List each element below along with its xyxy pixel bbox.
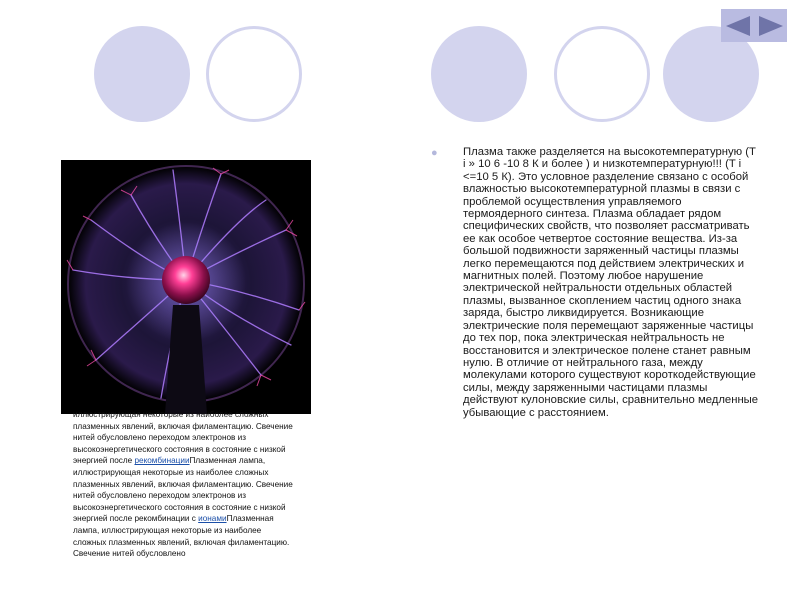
left-arrow-icon[interactable]: [724, 14, 752, 38]
right-arrow-icon[interactable]: [757, 14, 785, 38]
caption-text-1: иллюстрирующая некоторые из наиболее сложных плазменных явлений, включая филаментацию. Свечение нитей обусловлено переходом электронов из высокоэнергетического состояния в состояние с низкой энергией после: [73, 410, 293, 466]
recombination-link[interactable]: рекомбинации: [134, 456, 190, 466]
bullet-icon: ●: [431, 147, 438, 159]
image-caption: [73, 409, 295, 600]
plasma-lamp-photo: [61, 160, 311, 414]
caption-text-2: Плазменная лампа, иллюстрирующая некоторые из наиболее сложных плазменных явлений, включая филаментацию. Свечение нитей обусловлено переходом электронов из высокоэнергетического состояния в состояние с низкой энергией после рекомбинации с: [73, 456, 293, 524]
decorative-circle-1: [94, 26, 190, 122]
decorative-circle-2: [206, 26, 302, 122]
ions-link[interactable]: ионами: [198, 514, 227, 524]
main-paragraph: Плазма также разделяется на высокотемпературную (T i » 10 6 -10 8 К и более ) и низкотемпературную!!! (T i <=10 5 К). Это условное разделение связано с особой влажностью высокотемпературной плазмы в связи с проблемой осуществления управляемого термоядерного синтеза. Плазма обладает рядом специфических свойств, что позволяет рассматривать ее как особое четвертое состояние вещества. Из-за большой подвижности заряженный частицы плазмы легко перемещаются под действием электрических и магнитных полей. Поэтому любое нарушение электрической нейтральности отдельных областей плазмы, вызванное скоплением частиц одного знака заряда, быстро ликвидируется. Возникающие электрические поля перемещают заряженные частицы до тех пор, пока электрическая нейтральность не восстановится и электрическое полене станет равным нулю. В отличие от нейтрального газа, между молекулами которого существуют короткодействующие силы, между заряженными частицами плазмы действуют кулоновские силы, сравнительно медленные убывающие с расстоянием.: [463, 146, 759, 419]
decorative-circle-4: [554, 26, 650, 122]
caption-text-3: Плазменная лампа, иллюстрирующая некоторые из наиболее сложных плазменных явлений, включая филаментацию. Свечение нитей обусловлено: [73, 514, 290, 559]
decorative-circle-3: [431, 26, 527, 122]
slide-navigation: [721, 9, 787, 42]
